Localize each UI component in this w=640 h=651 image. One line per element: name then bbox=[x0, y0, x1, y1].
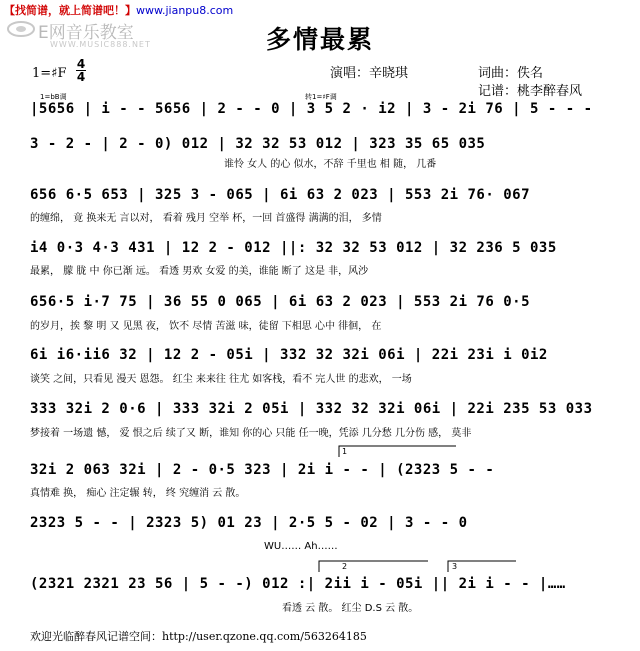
key-change-annotation-1: 1=bB调 bbox=[40, 93, 67, 101]
key-change-annotation-2: 转1=♯F调 bbox=[305, 93, 337, 101]
banner-text: 【找简谱，就上简谱吧！】 bbox=[4, 4, 136, 17]
score-row-10: (2321 2321 23 56 | 5 - -) 012 :| 2ii i - 05i || 2i i - - |…… bbox=[30, 576, 566, 592]
score-row-2: 3 - 2 - | 2 - 0) 012 | 32 32 53 012 | 323 35 65 035 bbox=[30, 136, 486, 152]
score-row-8: 32i 2 063 32i | 2 - 0·5 323 | 2i i - - | (2323 5 - - bbox=[30, 462, 495, 478]
footer-link[interactable]: 欢迎光临醉春风记谱空间：http://user.qzone.qq.com/563264185 bbox=[30, 630, 367, 643]
time-signature-bottom: 4 bbox=[76, 70, 86, 84]
score-row-1: |5656 | i - - 5656 | 2 - - 0 | 3 5 2 · i2 | 3 - 2i 76 | 5 - - - bbox=[30, 101, 593, 117]
singer: 演唱：辛晓琪 bbox=[330, 66, 409, 81]
time-signature bbox=[76, 58, 86, 83]
watermark-subtext: WWW.MUSIC888.NET bbox=[50, 40, 151, 49]
score-row-5: 656·5 i·7 75 | 36 55 0 065 | 6i 63 2 023 | 553 2i 76 0·5 bbox=[30, 294, 531, 310]
author: 词曲：佚名 bbox=[478, 66, 544, 81]
watermark-text: E网音乐教室 bbox=[38, 23, 134, 43]
score-row-9: 2323 5 - - | 2323 5) 01 23 | 2·5 5 - 02 | 3 - - 0 bbox=[30, 515, 468, 531]
lyric-row-3: 的缠绵， 竟 换来无 言以对， 看着 残月 空举 杯，一回 首盛得 满满的泪， 多情 bbox=[30, 213, 382, 224]
lyric-row-10: 看透 云 散。 红尘 D.S 云 散。 bbox=[282, 603, 419, 614]
lyric-row-4: 最累， 朦 胧 中 你已渐 远。 看透 男欢 女爱 的美，谁能 断了 这是 非，风沙 bbox=[30, 266, 369, 277]
volta-bracket-2-number: 2 bbox=[342, 562, 348, 571]
song-title: 多情最累 bbox=[265, 25, 374, 54]
banner-url[interactable]: www.jianpu8.com bbox=[136, 4, 234, 17]
lyric-row-2: 谁怜 女人 的心 似水，不辞 千里也 相 随， 几番 bbox=[224, 159, 437, 170]
score-row-4: i4 0·3 4·3 431 | 12 2 - 012 ||: 32 32 53 012 | 32 236 5 035 bbox=[30, 240, 557, 256]
volta-bracket-3-number: 3 bbox=[452, 562, 458, 571]
lyric-row-8: 真情难 换， 痴心 注定辗 转， 终 究缠消 云 散。 bbox=[30, 488, 246, 499]
site-banner bbox=[4, 2, 233, 18]
lyric-row-5: 的岁月，挨 黎 明 又 见黑 夜， 饮不 尽情 苦滋 味，徒留 下相思 心中 徘徊， 在 bbox=[30, 321, 382, 332]
score-row-6: 6i i6·ii6 32 | 12 2 - 05i | 332 32 32i 06i | 22i 23i i 0i2 bbox=[30, 347, 548, 363]
volta-bracket-1 bbox=[338, 444, 458, 458]
key-signature: 1=♯F bbox=[32, 66, 67, 81]
lyric-row-9: WU…… Ah…… bbox=[264, 541, 338, 552]
transcriber: 记谱：桃李醉春风 bbox=[478, 84, 583, 99]
volta-bracket-2 bbox=[318, 559, 518, 573]
lyric-row-6: 谈笑 之间，只看见 漫天 恩怨。 红尘 来来往 往尤 如客栈，看不 完人世 的悲欢， 一场 bbox=[30, 374, 412, 385]
volta-bracket-1-number: 1 bbox=[342, 447, 348, 456]
lyric-row-7: 梦接着 一场遗 憾， 爱 恨之后 续了又 断，谁知 你的心 只能 任一晚，凭添 几分愁 几分伤 感， 莫非 bbox=[30, 428, 472, 439]
time-signature-top: 4 bbox=[76, 57, 86, 71]
score-row-7: 333 32i 2 0·6 | 333 32i 2 05i | 332 32 32i 06i | 22i 235 53 033 bbox=[30, 401, 593, 417]
score-row-3: 656 6·5 653 | 325 3 - 065 | 6i 63 2 023 | 553 2i 76· 067 bbox=[30, 187, 531, 203]
